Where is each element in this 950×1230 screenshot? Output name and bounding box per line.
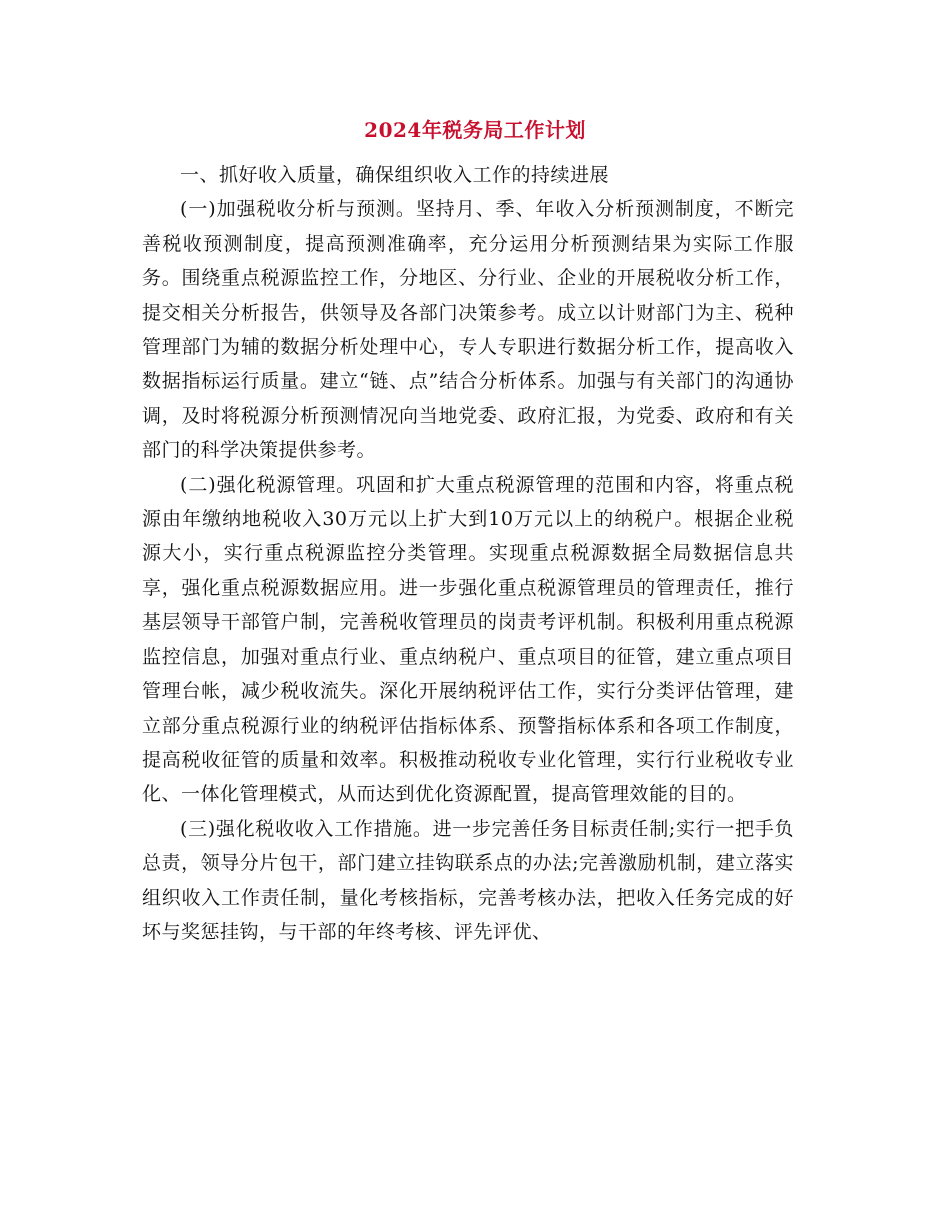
document-body [142, 158, 794, 949]
paragraph-analysis-forecast: (一)加强税收分析与预测。坚持月、季、年收入分析预测制度，不断完善税收预测制度，提高预测准确率，充分运用分析预测结果为实际工作服务。围绕重点税源监控工作，分地区、分行业、企业的开展税收分析工作，提交相关分析报告，供领导及各部门决策参考。成立以计财部门为主、税种管理部门为辅的数据分析处理中心，专人专职进行数据分析工作，提高收入数据指标运行质量。建立“链、点”结合分析体系。加强与有关部门的沟通协调，及时将税源分析预测情况向当地党委、政府汇报，为党委、政府和有关部门的科学决策提供参考。 [142, 198, 794, 462]
document-title: 2024年税务局工作计划 [364, 118, 586, 142]
paragraph-tax-source-management: (二)强化税源管理。巩固和扩大重点税源管理的范围和内容，将重点税源由年缴纳地税收入30万元以上扩大到10万元以上的纳税户。根据企业税源大小，实行重点税源监控分类管理。实现重点税源数据全局数据信息共享，强化重点税源数据应用。进一步强化重点税源管理员的管理责任，推行基层领导干部管户制，完善税收管理员的岗责考评机制。积极利用重点税源监控信息，加强对重点行业、重点纳税户、重点项目的征管，建立重点项目管理台帐，减少税收流失。深化开展纳税评估工作，实行分类评估管理，建立部分重点税源行业的纳税评估指标体系、预警指标体系和各项工作制度，提高税收征管的质量和效率。积极推动税收专业化管理，实行行业税收专业化、一体化管理模式，从而达到优化资源配置，提高管理效能的目的。 [142, 473, 794, 806]
section-heading-1: 一、抓好收入质量，确保组织收入工作的持续进展 [180, 164, 610, 186]
paragraph-revenue-measures: (三)强化税收收入工作措施。进一步完善任务目标责任制;实行一把手负总责，领导分片包干，部门建立挂钩联系点的办法;完善激励机制，建立落实组织收入工作责任制，量化考核指标，完善考核办法，把收入任务完成的好坏与奖惩挂钩，与干部的年终考核、评先评优、 [142, 817, 794, 943]
